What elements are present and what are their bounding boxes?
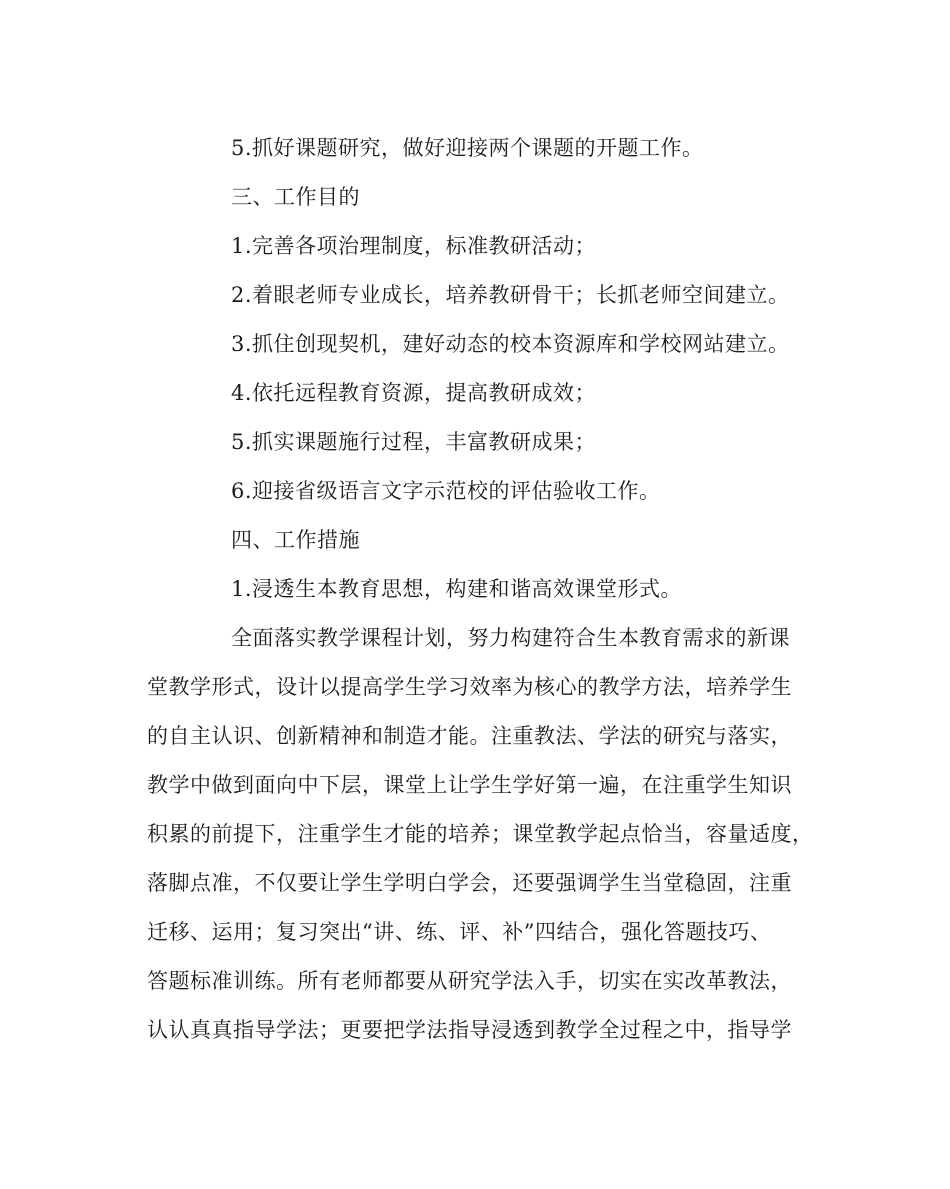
paragraph-line: 堂教学形式，设计以提高学生学习效率为核心的教学方法，培养学生 [147, 675, 792, 699]
paragraph-line: 全面落实教学课程计划，努力构建符合生本教育需求的新课 [231, 626, 790, 650]
paragraph-line: 答题标准训练。所有老师都要从研究学法入手，切实在实改革教法， [147, 969, 792, 993]
goal-item-2: 2.着眼老师专业成长，培养教研骨干；长抓老师空间建立。 [231, 283, 790, 307]
paragraph-line: 积累的前提下，注重学生才能的培养；课堂教学起点恰当，容量适度， [147, 822, 814, 846]
paragraph-line: 的自主认识、创新精神和制造才能。注重教法、学法的研究与落实， [147, 724, 792, 748]
goal-item-1: 1.完善各项治理制度，标准教研活动； [231, 234, 597, 258]
goal-item-4: 4.依托远程教育资源，提高教研成效； [231, 381, 597, 405]
paragraph-line: 认认真真指导学法；更要把学法指导浸透到教学全过程之中，指导学 [147, 1018, 792, 1042]
paragraph-line: 迁移、运用；复习突出“讲、练、评、补”四结合，强化答题技巧、 [147, 920, 772, 944]
paragraph-line: 教学中做到面向中下层，课堂上让学生学好第一遍，在注重学生知识 [147, 773, 792, 797]
list-item-research: 5.抓好课题研究，做好迎接两个课题的开题工作。 [231, 136, 704, 160]
measure-item-1: 1.浸透生本教育思想，构建和谐高效课堂形式。 [231, 577, 683, 601]
paragraph-line: 落脚点准，不仅要让学生学明白学会，还要强调学生当堂稳固，注重 [147, 871, 792, 895]
section-heading-measures: 四、工作措施 [231, 528, 360, 552]
goal-item-5: 5.抓实课题施行过程，丰富教研成果； [231, 430, 597, 454]
goal-item-6: 6.迎接省级语言文字示范校的评估验收工作。 [231, 479, 661, 503]
section-heading-goals: 三、工作目的 [231, 185, 360, 209]
goal-item-3: 3.抓住创现契机，建好动态的校本资源库和学校网站建立。 [231, 332, 790, 356]
